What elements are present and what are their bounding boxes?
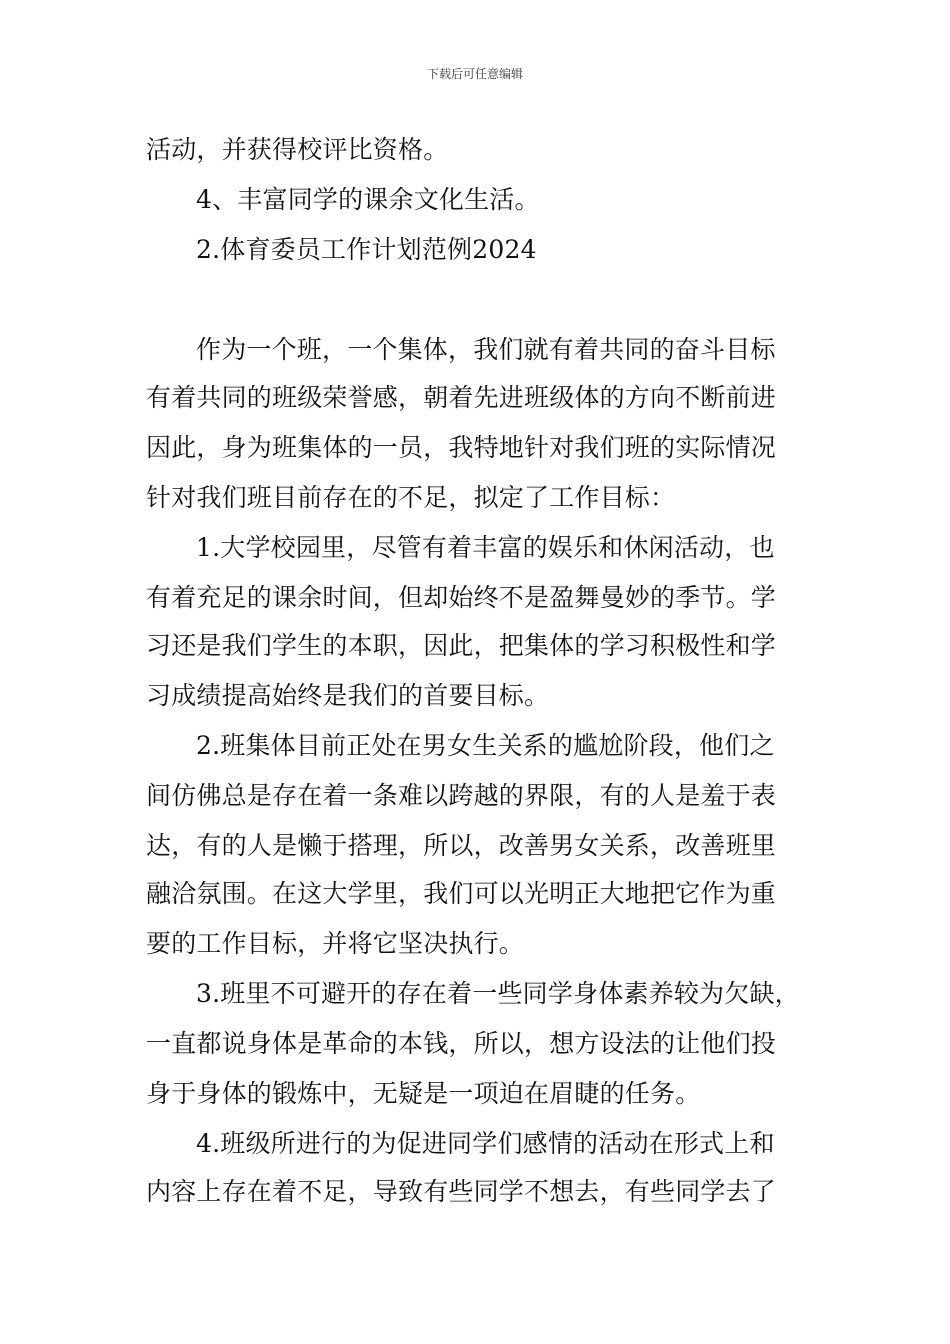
paragraph-line: 2.班集体目前正处在男女生关系的尴尬阶段，他们之 [196, 731, 775, 760]
page-header: 下载后可任意编辑 [426, 67, 523, 81]
paragraph-line: 3.班里不可避开的存在着一些同学身体素养较为欠缺， [196, 979, 800, 1008]
paragraph-line: 内容上存在着不足，导致有些同学不想去，有些同学去了 [146, 1177, 777, 1206]
paragraph-line: 一直都说身体是革命的本钱，所以，想方设法的让他们投 [146, 1029, 777, 1058]
paragraph-line: 要的工作目标，并将它坚决执行。 [146, 929, 525, 958]
paragraph-line: 作为一个班，一个集体，我们就有着共同的奋斗目标 [196, 335, 776, 364]
paragraph-line: 4.班级所进行的为促进同学们感情的活动在形式上和 [196, 1129, 775, 1158]
paragraph-line: 习还是我们学生的本职，因此，把集体的学习积极性和学 [146, 631, 777, 660]
paragraph-line: 因此，身为班集体的一员，我特地针对我们班的实际情况 [146, 433, 777, 462]
paragraph-line: 有着共同的班级荣誉感，朝着先进班级体的方向不断前进 [146, 383, 777, 412]
paragraph-line: 1.大学校园里，尽管有着丰富的娱乐和休闲活动，也 [196, 533, 775, 562]
paragraph-line: 融洽氛围。在这大学里，我们可以光明正大地把它作为重 [146, 879, 777, 908]
paragraph-line: 身于身体的锻炼中，无疑是一项迫在眉睫的任务。 [146, 1079, 701, 1108]
paragraph-line: 达，有的人是懒于搭理，所以，改善男女关系，改善班里 [146, 831, 777, 860]
paragraph-line: 针对我们班目前存在的不足，拟定了工作目标： [146, 483, 676, 512]
text-line: 活动，并获得校评比资格。 [146, 135, 449, 164]
list-item: 4、丰富同学的课余文化生活。 [196, 185, 540, 214]
paragraph-line: 习成绩提高始终是我们的首要目标。 [146, 681, 550, 710]
paragraph-line: 有着充足的课余时间，但却始终不是盈舞曼妙的季节。学 [146, 583, 777, 612]
paragraph-line: 间仿佛总是存在着一条难以跨越的界限，有的人是羞于表 [146, 781, 777, 810]
section-heading: 2.体育委员工作计划范例2024 [196, 235, 537, 264]
